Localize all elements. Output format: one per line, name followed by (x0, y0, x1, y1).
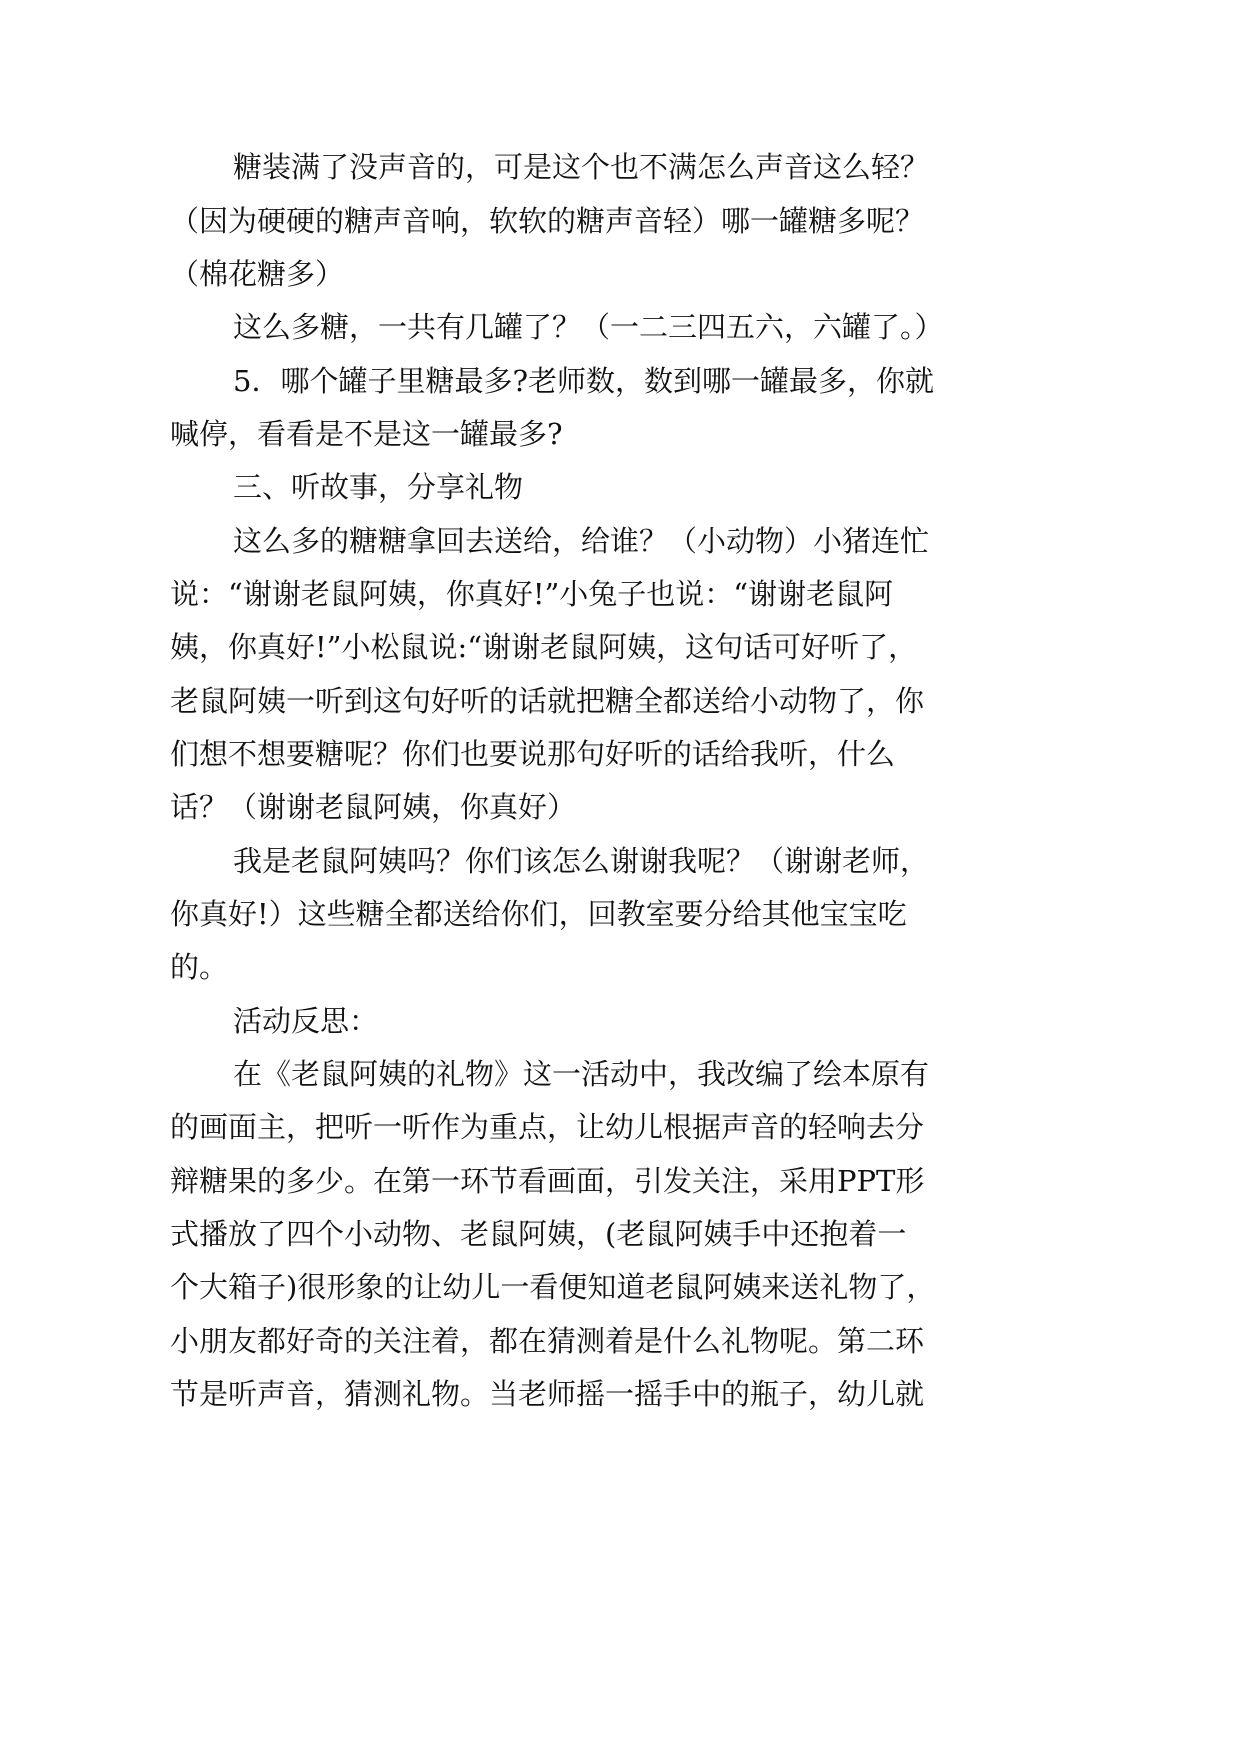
text-line: 小朋友都好奇的关注着，都在猜测着是什么礼物呢。第二环 (170, 1324, 925, 1358)
text-line: 你真好!）这些糖全都送给你们，回教室要分给其他宝宝吃 (170, 897, 907, 931)
text-line: 的。 (170, 950, 229, 984)
text-line: 这么多糖，一共有几罐了？（一二三四五六，六罐了。） (233, 310, 944, 344)
text-line: 式播放了四个小动物、老鼠阿姨，(老鼠阿姨手中还抱着一 (170, 1217, 907, 1251)
text-line: 在《老鼠阿姨的礼物》这一活动中，我改编了绘本原有 (233, 1057, 930, 1091)
text-line: 话？（谢谢老鼠阿姨，你真好） (170, 790, 577, 824)
text-line: 们想不想要糖呢？你们也要说那句好听的话给我听，什么 (170, 737, 896, 771)
text-line: 糖装满了没声音的，可是这个也不满怎么声音这么轻？ (233, 150, 930, 184)
text-line: （因为硬硬的糖声音响，软软的糖声音轻）哪一罐糖多呢？ (170, 204, 925, 238)
text-line: 个大箱子)很形象的让幼儿一看便知道老鼠阿姨来送礼物了， (170, 1270, 936, 1304)
text-line: 老鼠阿姨一听到这句好听的话就把糖全都送给小动物了，你 (170, 684, 925, 718)
text-line: （棉花糖多） (170, 257, 345, 291)
text-line: 这么多的糖糖拿回去送给，给谁？（小动物）小猪连忙 (233, 524, 930, 558)
text-line: 我是老鼠阿姨吗？你们该怎么谢谢我呢？（谢谢老师， (233, 844, 930, 878)
section-heading: 三、听故事，分享礼物 (233, 470, 524, 504)
text-line: 节是听声音，猜测礼物。当老师摇一摇手中的瓶子，幼儿就 (170, 1377, 925, 1411)
text-line: 说：“谢谢老鼠阿姨，你真好!”小兔子也说：“谢谢老鼠阿 (170, 577, 894, 611)
text-line: 5．哪个罐子里糖最多?老师数，数到哪一罐最多，你就 (233, 364, 934, 398)
text-line: 姨，你真好!”小松鼠说:“谢谢老鼠阿姨，这句话可好听了， (170, 630, 918, 664)
section-heading: 活动反思： (233, 1004, 379, 1038)
text-line: 喊停，看看是不是这一罐最多? (170, 417, 563, 451)
text-line: 的画面主，把听一听作为重点，让幼儿根据声音的轻响去分 (170, 1110, 925, 1144)
text-line: 辩糖果的多少。在第一环节看画面，引发关注，采用PPT形 (170, 1164, 925, 1198)
